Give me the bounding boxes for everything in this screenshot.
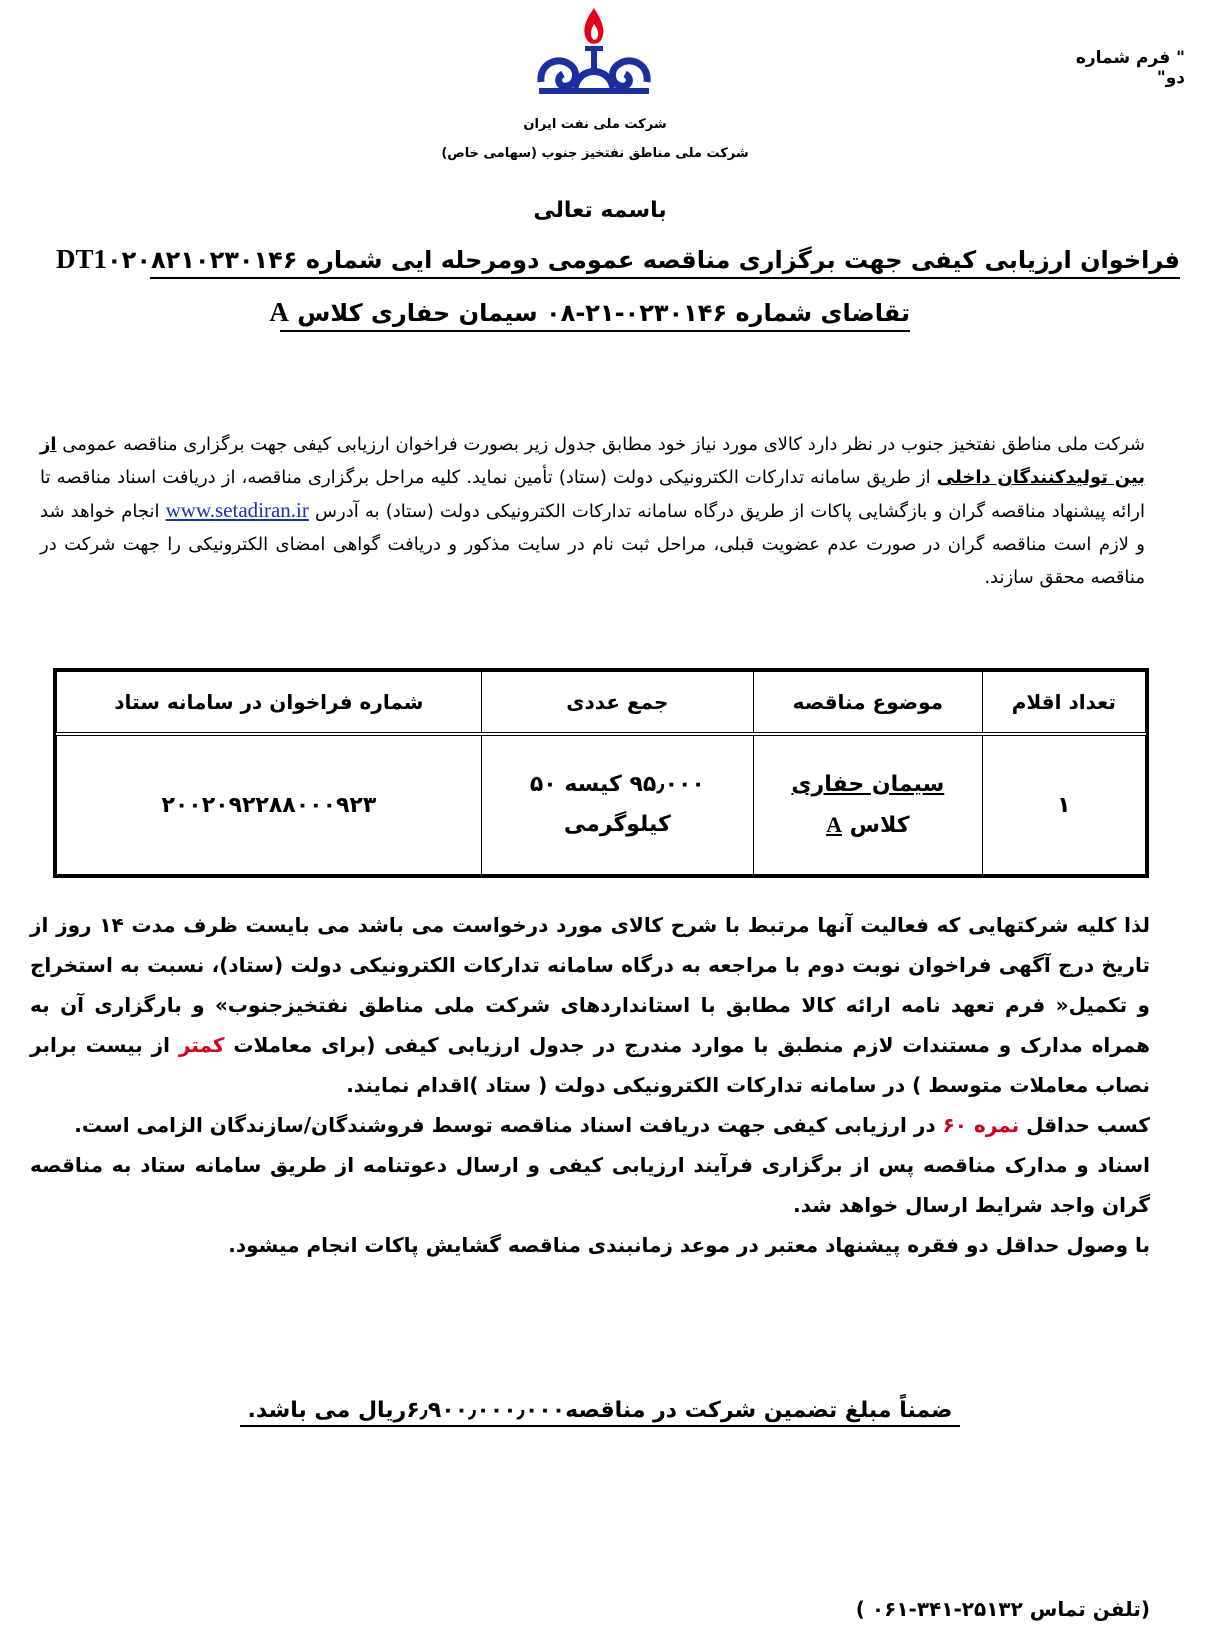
tender-title (56, 244, 1180, 279)
request-subject: سیمان حفاری کلاس (297, 299, 538, 327)
table-row (57, 734, 1146, 875)
body-paragraph-2 (30, 1105, 1150, 1145)
header-call-number: شماره فراخوان در سامانه ستاد (57, 672, 482, 735)
quantity-line2: کیلوگرمی (563, 812, 671, 837)
p1-days: ۱۴ (99, 913, 124, 937)
form-number-label: " فرم شماره دو" (1075, 48, 1185, 88)
p1-red-word: کمتر (178, 1033, 225, 1057)
body-paragraph-1 (30, 905, 1150, 1105)
body-text (30, 905, 1150, 1265)
cell-subject (753, 734, 982, 875)
title-number: ۰۲۰۸۲۱۰۲۳۰۱۴۶ (107, 246, 298, 274)
cell-quantity (481, 734, 753, 875)
subject-class: A (826, 811, 842, 837)
intro-part3: انجام خواهد شد و لازم است مناقصه گران در صورت عدم عضویت قبلی، مراحل ثبت نام در سایت مذکور و دریافت گواهی امضای الکترونیکی را جهت شرکت در مناقصه محقق سازند. (40, 501, 1145, 588)
quantity-line1: ۹۵٫۰۰۰ کیسه ۵۰ (529, 772, 705, 797)
header-quantity: جمع عددی (481, 672, 753, 735)
body-paragraph-4: با وصول حداقل دو فقره پیشنهاد معتبر در موعد زمانبندی مناقصه گشایش پاکات انجام میشود. (228, 1233, 1150, 1257)
cell-count: ۱ (982, 734, 1145, 875)
p1-end: از بیست برابر نصاب معاملات متوسط ) در سامانه تدارکات الکترونیکی دولت ( ستاد )اقدام نمایند. (30, 1033, 1150, 1097)
p1-start: لذا کلیه شرکتهایی که فعالیت آنها مرتبط با شرح کالای مورد درخواست می باشد می بایست ظرف مدت (131, 913, 1151, 937)
p2-red-score: نمره ۶۰ (942, 1113, 1020, 1137)
subsidiary-name: شرکت ملی مناطق نفتخیز جنوب (سهامی خاص) (441, 146, 749, 161)
request-title (269, 297, 910, 332)
guarantee-amount: ضمناً مبلغ تضمین شرکت در مناقصه۶٫۹۰۰٫۰۰۰٫۰۰۰ریال می باشد. (240, 1398, 960, 1427)
company-name: شرکت ملی نفت ایران (523, 117, 667, 132)
contact-phone: (تلفن تماس ۲۵۱۳۲-۳۴۱-۰۶۱ ) (855, 1597, 1150, 1621)
table-header-row (57, 672, 1146, 735)
header-subject: موضوع مناقصه (753, 672, 982, 735)
intro-paragraph (40, 428, 1145, 594)
subject-line1: سیمان حفاری (791, 771, 945, 797)
intro-highlight: از بین تولیدکنندگان داخلی (40, 434, 1145, 488)
cell-call-number: ۲۰۰۲۰۹۲۲۸۸۰۰۰۹۲۳ (57, 734, 482, 875)
intro-part1: شرکت ملی مناطق نفتخیز جنوب در نظر دارد کالای مورد نیاز خود مطابق جدول زیر بصورت فراخوان ارزیابی کیفی جهت برگزاری مناقصه عمومی (62, 434, 1145, 455)
subject-line2 (755, 805, 981, 846)
nioc-logo (535, 4, 653, 96)
request-number: ۰۲۳۰۱۴۶-۲۱-۰۸ (546, 299, 728, 327)
request-prefix: تقاضای شماره (735, 299, 910, 327)
subject-class-label: کلاس (849, 812, 910, 838)
body-paragraph-3: اسناد و مدارک مناقصه پس از برگزاری فرآیند ارزیابی کیفی و ارسال دعوتنامه از طریق سامانه ستاد به مناقصه گران واجد شرایط ارسال خواهد شد. (30, 1153, 1150, 1217)
title-prefix: فراخوان ارزیابی کیفی جهت برگزاری مناقصه عمومی دومرحله ایی شماره (305, 246, 1180, 274)
items-table (53, 668, 1149, 878)
intro-part2: از طریق سامانه تدارکات الکترونیکی دولت (ستاد) تأمین نماید. کلیه مراحل برگزاری مناقصه، از دریافت اسناد مناقصه تا ارائه پیشنهاد مناقصه گران و بازگشایی پاکات از طریق درگاه سامانه تدارکات الکترونیکی دولت (ستاد) به آدرس (40, 467, 1145, 522)
request-class: A (269, 297, 289, 327)
setad-link[interactable]: www.setadiran.ir (165, 498, 309, 522)
title-code: DT1 (56, 244, 108, 274)
header-count: تعداد اقلام (982, 672, 1145, 735)
basmala-heading: باسمه تعالی (533, 198, 667, 223)
p2-start: کسب حداقل (1026, 1113, 1150, 1137)
p1-rest: روز از تاریخ درج آگهی فراخوان نوبت دوم با مراجعه به درگاه سامانه تدارکات الکترونیکی دولت (ستاد)، نسبت به استخراج و تکمیل« فرم تعهد نامه ارائه کالا مطابق با استانداردهای شرکت ملی مناطق نفتخیزجنوب» و بارگزاری آن به همراه مدارک و مستندات لازم منطبق با موارد مندرج در جدول ارزیابی کیفی (برای معاملات (30, 913, 1151, 1057)
p2-end: در ارزیابی کیفی جهت دریافت اسناد مناقصه توسط فروشندگان/سازندگان الزامی است. (74, 1113, 936, 1137)
